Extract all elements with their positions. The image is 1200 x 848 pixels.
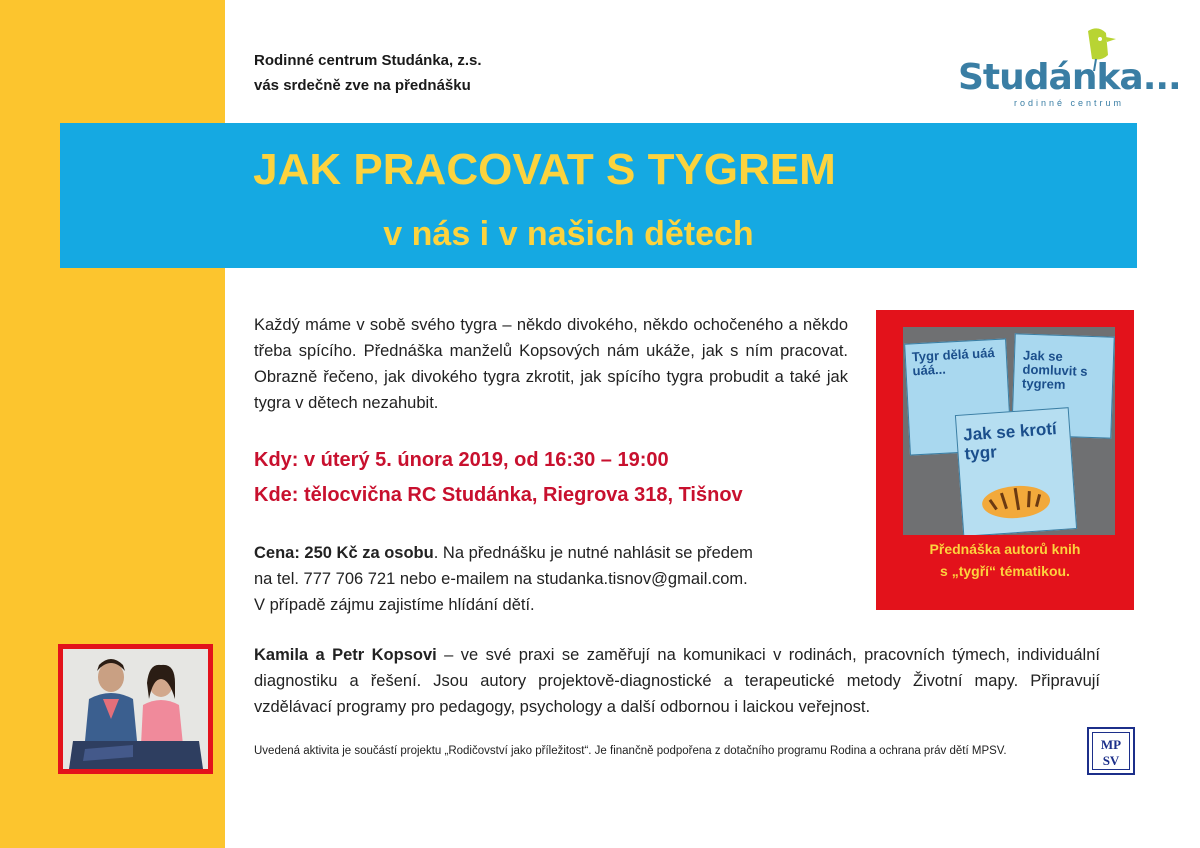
mpsv-logo-top: MP bbox=[1100, 737, 1122, 752]
books-photo bbox=[903, 327, 1115, 535]
caption-line-1: Přednáška autorů knih bbox=[929, 541, 1081, 557]
tiger-illustration-icon bbox=[974, 471, 1057, 522]
book-title-2: Jak se domluvit s tygrem bbox=[1021, 347, 1088, 393]
funding-footnote: Uvedená aktivita je součástí projektu „Rodičovství jako příležitost“. Je finančně podpořena z dotačního programu Rodina a ochrana práv dětí MPSV. bbox=[254, 745, 1007, 757]
logo-subtitle: rodinné centrum bbox=[1014, 98, 1125, 108]
intro-paragraph: Každý máme v sobě svého tygra – někdo divokého, někdo ochočeného a někdo třeba spícího. Přednáška manželů Kopsových nám ukáže, jak s ním pracovat. Obrazně řečeno, jak divokého tygra zkrotit, jak spícího tygra probudit a také jak tygra v dětech nezahubit. bbox=[254, 316, 848, 412]
title-banner bbox=[60, 123, 1137, 268]
caption-line-2: s „tygří“ tématikou. bbox=[940, 563, 1070, 579]
organizer-name: Rodinné centrum Studánka, z.s. bbox=[254, 52, 482, 69]
event-where: Kde: tělocvična RC Studánka, Riegrova 318, Tišnov bbox=[254, 484, 743, 506]
mpsv-logo-bottom: SV bbox=[1102, 753, 1120, 768]
authors-portrait-icon bbox=[63, 649, 208, 769]
price-info bbox=[254, 540, 834, 618]
event-title: JAK PRACOVAT S TYGREM bbox=[253, 145, 836, 194]
invitation-line: vás srdečně zve na přednášku bbox=[254, 77, 471, 94]
event-subtitle: v nás i v našich dětech bbox=[383, 215, 754, 253]
book-title-1: Tygr dělá uáá uáá... bbox=[911, 345, 995, 379]
authors-names: Kamila a Petr Kopsovi bbox=[254, 646, 437, 664]
book-title-3: Jak se krotí tygr bbox=[962, 419, 1058, 464]
price-line2: na tel. 777 706 721 nebo e-mailem na studanka.tisnov@gmail.com. bbox=[254, 570, 748, 588]
mpsv-logo-frame bbox=[1092, 732, 1130, 770]
event-when: Kdy: v úterý 5. února 2019, od 16:30 – 19:00 bbox=[254, 449, 669, 471]
authors-photo-frame bbox=[58, 644, 213, 774]
books-box bbox=[876, 310, 1134, 610]
price-line1: . Na přednášku je nutné nahlásit se předem bbox=[433, 544, 753, 562]
mpsv-logo bbox=[1087, 727, 1135, 775]
authors-paragraph bbox=[254, 642, 1100, 720]
authors-photo bbox=[63, 649, 208, 769]
book-cover-3 bbox=[955, 407, 1077, 535]
price-label: Cena: 250 Kč za osobu bbox=[254, 544, 434, 562]
logo-wordmark: Studánka... bbox=[958, 57, 1181, 98]
price-line3: V případě zájmu zajistíme hlídání dětí. bbox=[254, 596, 535, 614]
authors-description: – ve své praxi se zaměřují na komunikaci v rodinách, pracovních týmech, individuální diagnostiku a řešení. Jsou autory projektově-diagnostické a terapeutické metody Životní mapy. Připravují vzdělávací programy pro pedagogy, psychology a další odbornou i laickou veřejnost. bbox=[254, 646, 1100, 716]
books-caption bbox=[876, 538, 1134, 582]
studanka-logo bbox=[950, 25, 1181, 110]
